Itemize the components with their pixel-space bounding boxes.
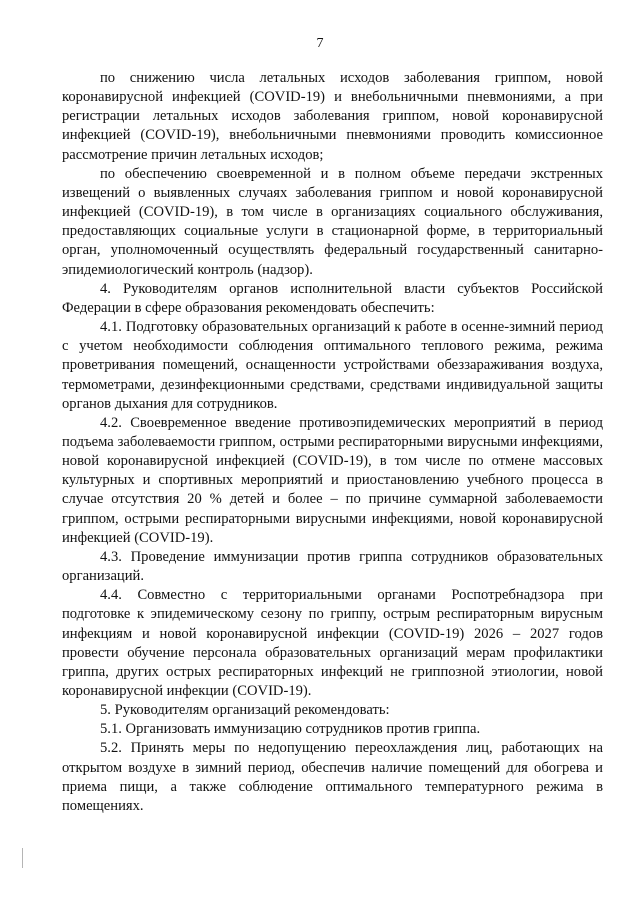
paragraph-item-5-2: 5.2. Принять меры по недопущению переохлаждения лиц, работающих на открытом воздухе в зимний период, обеспечив наличие помещений для обогрева и приема пищи, а также соблюдение оптимального температурного режима в помещениях. xyxy=(62,740,603,814)
paragraph-lethal-outcomes: по снижению числа летальных исходов заболевания гриппом, новой коронавирусной инфекцией (COVID-19) и внебольничными пневмониями, а при регистрации летальных исходов заболевания гриппом, новой коронавирусной инфекцией (COVID-19), внебольничными пневмониями проводить комиссионное рассмотрение причин летальных исходов; xyxy=(62,70,603,163)
paragraph-item-5-1: 5.1. Организовать иммунизацию сотрудников против гриппа. xyxy=(100,721,481,738)
paragraph-item-4-4: 4.4. Совместно с территориальными органами Роспотребнадзора при подготовке к эпидемическому сезону по гриппу, острым респираторным вирусным инфекциям и новой коронавирусной инфекции (COVID-19) 2026 – 2027 годов провести обучение персонала образовательных организаций мерам профилактики гриппа, других острых респираторных инфекций не гриппозной этиологии, новой коронавирусной инфекции (COVID-19). xyxy=(62,587,603,699)
paragraph-item-4-1: 4.1. Подготовку образовательных организаций к работе в осенне-зимний период с учетом необходимости соблюдения оптимального теплового режима, режима проветривания помещений, оснащенности устройствами обеззараживания воздуха, термометрами, дезинфекционными средствами, средствами индивидуальной защиты органов дыхания для сотрудников. xyxy=(62,319,603,412)
page-number: 7 xyxy=(316,36,324,51)
paragraph-item-5: 5. Руководителям организаций рекомендовать: xyxy=(100,702,390,719)
paragraph-item-4-2: 4.2. Своевременное введение противоэпидемических мероприятий в период подъема заболеваемости гриппом, острыми респираторными вирусными инфекциями, новой коронавирусной инфекцией (COVID-19), в том числе по отмене массовых культурных и спортивных мероприятий и приостановлению учебного процесса в случае отсутствия 20 % детей и более – по причине суммарной заболеваемости гриппом, острыми респираторными вирусными инфекциями, новой коронавирусной инфекцией (COVID-19). xyxy=(62,414,603,546)
paragraph-item-4-3: 4.3. Проведение иммунизации против гриппа сотрудников образовательных организаций. xyxy=(62,548,603,585)
paragraph-emergency-notifications: по обеспечению своевременной и в полном объеме передачи экстренных извещений о выявленных случаях заболевания гриппом и новой коронавирусной инфекцией (COVID-19), в том числе в организациях социального обслуживания, предоставляющих социальные услуги в стационарной форме, в территориальный орган, уполномоченный осуществлять федеральный государственный санитарно-эпидемиологический контроль (надзор). xyxy=(62,165,603,278)
scan-margin-mark xyxy=(22,848,23,868)
paragraph-item-4: 4. Руководителям органов исполнительной власти субъектов Российской Федерации в сфере образования рекомендовать обеспечить: xyxy=(62,280,603,316)
document-body xyxy=(62,69,603,816)
